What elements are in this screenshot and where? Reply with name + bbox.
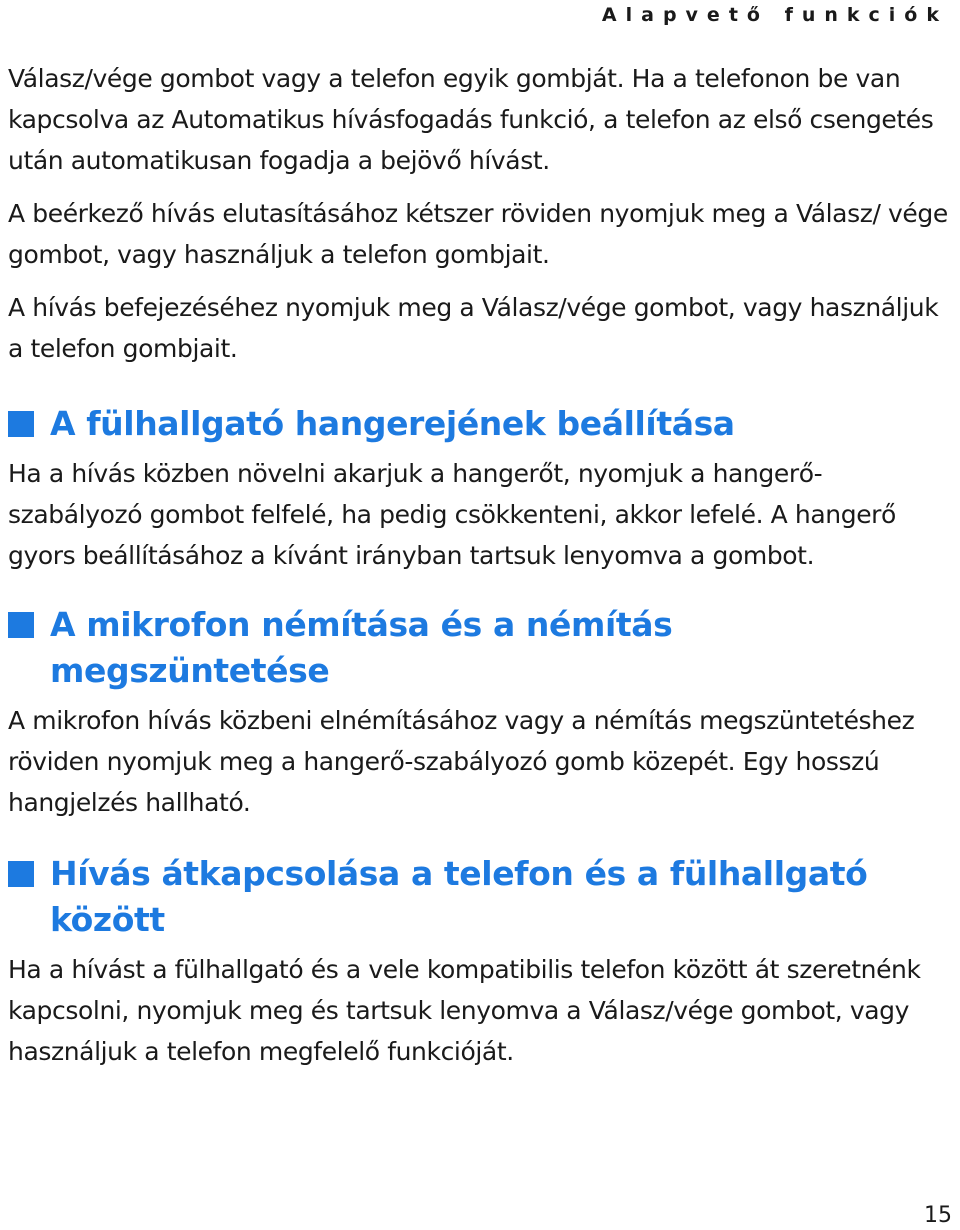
intro-paragraph-2: A beérkező hívás elutasításához kétszer röviden nyomjuk meg a Válasz/ vége gombot, vagy használjuk a telefon gombjait. xyxy=(8,199,948,269)
running-header: Alapvető funkciók xyxy=(601,4,948,26)
section-body-mute: A mikrofon hívás közbeni elnémításához vagy a némítás megszüntetéshez röviden nyomjuk meg a hangerő-szabályozó gomb közepét. Egy hosszú hangjelzés hallható. xyxy=(8,706,915,817)
square-bullet-icon xyxy=(8,612,34,638)
page-content xyxy=(8,58,948,1084)
section-body-volume: Ha a hívás közben növelni akarjuk a hangerőt, nyomjuk a hangerő-szabályozó gombot felfelé, ha pedig csökkenteni, akkor lefelé. A hangerő gyors beállításához a kívánt irányban tartsuk lenyomva a gombot. xyxy=(8,459,896,570)
intro-paragraph-1: Válasz/vége gombot vagy a telefon egyik gombját. Ha a telefonon be van kapcsolva az Automatikus hívásfogadás funkció, a telefon az első csengetés után automatikusan fogadja a bejövő hívást. xyxy=(8,64,934,175)
section-heading-mute xyxy=(8,602,948,694)
intro-paragraph-3: A hívás befejezéséhez nyomjuk meg a Válasz/vége gombot, vagy használjuk a telefon gombjait. xyxy=(8,293,939,363)
section-heading-volume xyxy=(8,401,948,447)
page-number: 15 xyxy=(924,1203,952,1228)
section-body-switch: Ha a hívást a fülhallgató és a vele kompatibilis telefon között át szeretnénk kapcsolni, nyomjuk meg és tartsuk lenyomva a Válasz/vége gombot, vagy használjuk a telefon megfelelő funkcióját. xyxy=(8,955,921,1066)
section-heading-switch xyxy=(8,851,948,943)
square-bullet-icon xyxy=(8,861,34,887)
square-bullet-icon xyxy=(8,411,34,437)
section-heading-text: Hívás átkapcsolása a telefon és a fülhallgató között xyxy=(50,854,868,939)
section-heading-text: A mikrofon némítása és a némítás megszüntetése xyxy=(50,605,673,690)
section-heading-text: A fülhallgató hangerejének beállítása xyxy=(50,404,735,443)
